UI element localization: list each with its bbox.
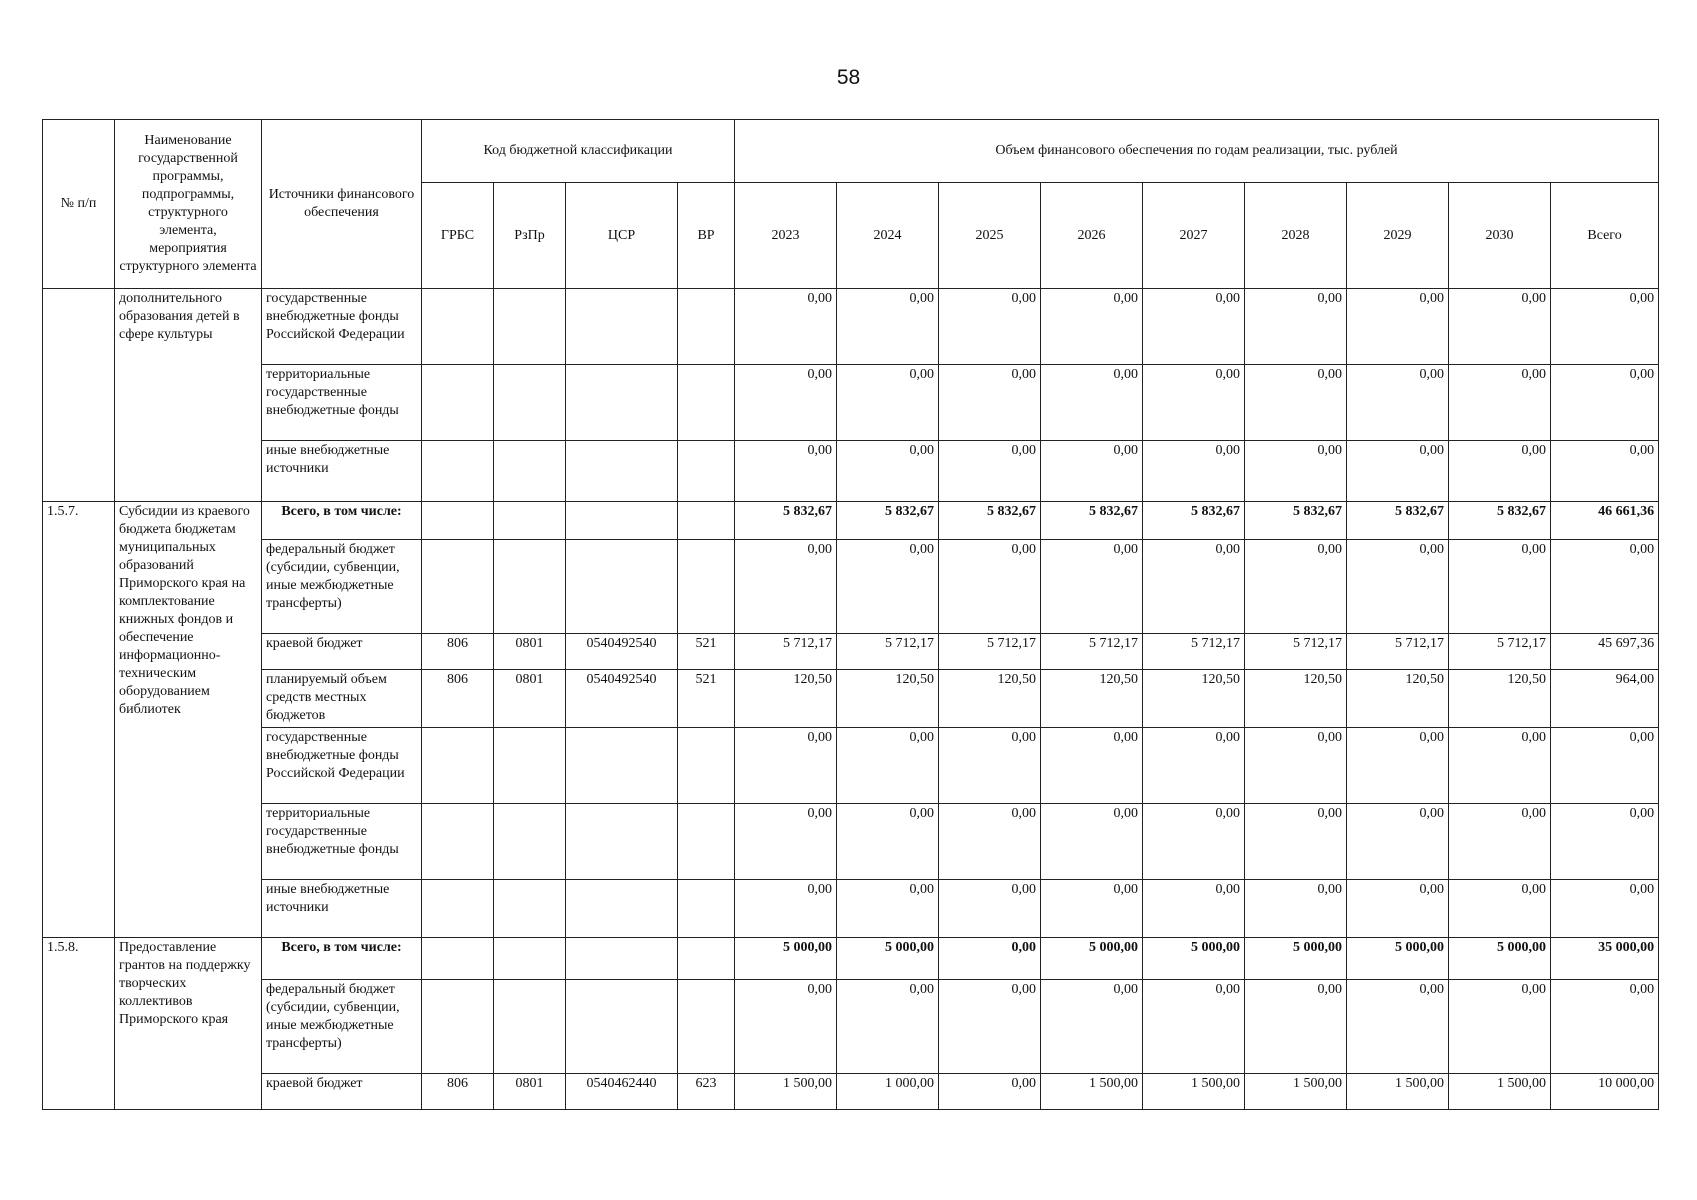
year-value-cell: 0,00 [1143,880,1245,938]
year-value-cell: 0,00 [1245,441,1347,502]
source-cell: территориальные государственные внебюджетные фонды [262,365,422,441]
header-year-2028: 2028 [1245,183,1347,289]
header-csr: ЦСР [566,183,678,289]
vr-cell: 521 [678,634,735,670]
year-value-cell: 0,00 [1041,728,1143,804]
year-value-cell: 0,00 [837,365,939,441]
year-value-cell: 0,00 [1041,980,1143,1074]
year-value-cell: 0,00 [1449,540,1551,634]
item-name: дополнительного образования детей в сфере культуры [115,289,262,502]
year-value-cell: 5 832,67 [1245,502,1347,540]
header-volume-group: Объем финансового обеспечения по годам реализации, тыс. рублей [735,120,1659,183]
table-row [43,670,1659,728]
year-value-cell: 5 832,67 [1347,502,1449,540]
year-value-cell: 0,00 [1449,441,1551,502]
year-value-cell: 0,00 [1143,289,1245,365]
vr-cell [678,540,735,634]
csr-cell [566,980,678,1074]
year-value-cell: 0,00 [1041,540,1143,634]
table-row [43,980,1659,1074]
rzpr-cell [494,980,566,1074]
year-value-cell: 1 500,00 [1245,1074,1347,1110]
vr-cell [678,880,735,938]
table-row [43,804,1659,880]
year-value-cell: 0,00 [735,728,837,804]
year-value-cell: 0,00 [1449,980,1551,1074]
year-value-cell: 0,00 [939,938,1041,980]
year-value-cell: 0,00 [1041,289,1143,365]
total-value-cell: 0,00 [1551,980,1659,1074]
year-value-cell: 0,00 [735,980,837,1074]
rzpr-cell [494,880,566,938]
vr-cell [678,365,735,441]
total-value-cell: 35 000,00 [1551,938,1659,980]
header-no: № п/п [43,120,115,289]
grbs-cell [422,938,494,980]
rzpr-cell [494,728,566,804]
table-row [43,365,1659,441]
csr-cell [566,728,678,804]
header-year-2030: 2030 [1449,183,1551,289]
table-row [43,634,1659,670]
vr-cell [678,980,735,1074]
year-value-cell: 0,00 [1245,728,1347,804]
year-value-cell: 0,00 [837,540,939,634]
year-value-cell: 0,00 [735,289,837,365]
year-value-cell: 5 712,17 [1041,634,1143,670]
grbs-cell [422,441,494,502]
year-value-cell: 0,00 [1041,365,1143,441]
csr-cell: 0540462440 [566,1074,678,1110]
year-value-cell: 5 712,17 [939,634,1041,670]
year-value-cell: 0,00 [1347,365,1449,441]
total-value-cell: 46 661,36 [1551,502,1659,540]
year-value-cell: 1 500,00 [1347,1074,1449,1110]
csr-cell [566,804,678,880]
year-value-cell: 0,00 [1347,540,1449,634]
grbs-cell: 806 [422,1074,494,1110]
source-cell: федеральный бюджет (субсидии, субвенции, иные межбюджетные трансферты) [262,540,422,634]
year-value-cell: 5 000,00 [1449,938,1551,980]
source-cell: федеральный бюджет (субсидии, субвенции, иные межбюджетные трансферты) [262,980,422,1074]
year-value-cell: 0,00 [939,441,1041,502]
year-value-cell: 5 712,17 [1245,634,1347,670]
year-value-cell: 0,00 [1449,728,1551,804]
csr-cell: 0540492540 [566,634,678,670]
rzpr-cell [494,441,566,502]
year-value-cell: 0,00 [1347,728,1449,804]
csr-cell [566,540,678,634]
header-year-2024: 2024 [837,183,939,289]
header-year-2027: 2027 [1143,183,1245,289]
total-value-cell: 10 000,00 [1551,1074,1659,1110]
year-value-cell: 5 712,17 [1449,634,1551,670]
year-value-cell: 0,00 [1245,804,1347,880]
rzpr-cell: 0801 [494,1074,566,1110]
rzpr-cell [494,540,566,634]
table-body [43,289,1659,1110]
total-value-cell: 0,00 [1551,540,1659,634]
total-value-cell: 0,00 [1551,441,1659,502]
header-code-group: Код бюджетной классификации [422,120,735,183]
year-value-cell: 120,50 [1347,670,1449,728]
year-value-cell: 0,00 [939,980,1041,1074]
csr-cell [566,365,678,441]
year-value-cell: 0,00 [735,880,837,938]
year-value-cell: 5 000,00 [1347,938,1449,980]
source-cell: иные внебюджетные источники [262,880,422,938]
year-value-cell: 0,00 [837,289,939,365]
csr-cell [566,502,678,540]
year-value-cell: 0,00 [1347,441,1449,502]
table-row-total [43,502,1659,540]
year-value-cell: 0,00 [837,728,939,804]
year-value-cell: 0,00 [735,365,837,441]
header-vr: ВР [678,183,735,289]
year-value-cell: 5 832,67 [837,502,939,540]
rzpr-cell [494,804,566,880]
year-value-cell: 0,00 [837,804,939,880]
year-value-cell: 120,50 [1143,670,1245,728]
item-number: 1.5.7. [43,502,115,938]
source-cell: краевой бюджет [262,634,422,670]
year-value-cell: 0,00 [939,365,1041,441]
csr-cell: 0540492540 [566,670,678,728]
year-value-cell: 0,00 [1347,289,1449,365]
total-value-cell: 0,00 [1551,289,1659,365]
item-number: 1.5.8. [43,938,115,1110]
year-value-cell: 0,00 [939,880,1041,938]
source-cell: государственные внебюджетные фонды Российской Федерации [262,289,422,365]
year-value-cell: 0,00 [1245,980,1347,1074]
grbs-cell [422,502,494,540]
csr-cell [566,441,678,502]
year-value-cell: 0,00 [1143,365,1245,441]
year-value-cell: 5 832,67 [1143,502,1245,540]
year-value-cell: 0,00 [735,804,837,880]
rzpr-cell [494,938,566,980]
rzpr-cell: 0801 [494,670,566,728]
item-name: Предоставление грантов на поддержку творческих коллективов Приморского края [115,938,262,1110]
year-value-cell: 5 712,17 [735,634,837,670]
budget-table [42,119,1659,1110]
rzpr-cell [494,289,566,365]
item-name: Субсидии из краевого бюджета бюджетам муниципальных образований Приморского края на комплектование книжных фондов и обеспечение информационно-техническим оборудованием библиотек [115,502,262,938]
year-value-cell: 0,00 [837,880,939,938]
year-value-cell: 120,50 [1245,670,1347,728]
year-value-cell: 0,00 [939,1074,1041,1110]
year-value-cell: 0,00 [1449,804,1551,880]
year-value-cell: 0,00 [1143,540,1245,634]
source-cell: краевой бюджет [262,1074,422,1110]
table-row [43,441,1659,502]
source-cell: иные внебюджетные источники [262,441,422,502]
year-value-cell: 1 000,00 [837,1074,939,1110]
total-value-cell: 964,00 [1551,670,1659,728]
total-value-cell: 0,00 [1551,728,1659,804]
year-value-cell: 0,00 [1245,540,1347,634]
year-value-cell: 5 832,67 [1449,502,1551,540]
table-row [43,289,1659,365]
year-value-cell: 120,50 [939,670,1041,728]
header-year-2025: 2025 [939,183,1041,289]
table-row-total [43,938,1659,980]
table-row [43,880,1659,938]
header-sources: Источники финансового обеспечения [262,120,422,289]
table-row [43,1074,1659,1110]
year-value-cell: 0,00 [939,804,1041,880]
source-cell: Всего, в том числе: [262,938,422,980]
year-value-cell: 0,00 [1143,441,1245,502]
year-value-cell: 5 832,67 [735,502,837,540]
source-cell: Всего, в том числе: [262,502,422,540]
table-row [43,728,1659,804]
year-value-cell: 1 500,00 [1041,1074,1143,1110]
vr-cell [678,938,735,980]
grbs-cell [422,880,494,938]
year-value-cell: 5 000,00 [735,938,837,980]
year-value-cell: 5 000,00 [1143,938,1245,980]
vr-cell [678,441,735,502]
total-value-cell: 0,00 [1551,880,1659,938]
vr-cell [678,804,735,880]
year-value-cell: 0,00 [1143,980,1245,1074]
grbs-cell: 806 [422,670,494,728]
total-value-cell: 0,00 [1551,365,1659,441]
year-value-cell: 5 000,00 [1245,938,1347,980]
year-value-cell: 5 712,17 [1347,634,1449,670]
vr-cell: 623 [678,1074,735,1110]
csr-cell [566,880,678,938]
header-year-2029: 2029 [1347,183,1449,289]
year-value-cell: 5 832,67 [1041,502,1143,540]
header-rzpr: РзПр [494,183,566,289]
page-number: 58 [836,66,861,89]
grbs-cell [422,289,494,365]
total-value-cell: 0,00 [1551,804,1659,880]
year-value-cell: 0,00 [1449,880,1551,938]
year-value-cell: 5 712,17 [1143,634,1245,670]
year-value-cell: 0,00 [1245,365,1347,441]
year-value-cell: 0,00 [1143,804,1245,880]
vr-cell [678,502,735,540]
year-value-cell: 120,50 [735,670,837,728]
header-year-2026: 2026 [1041,183,1143,289]
year-value-cell: 1 500,00 [735,1074,837,1110]
year-value-cell: 120,50 [1041,670,1143,728]
year-value-cell: 0,00 [939,540,1041,634]
vr-cell [678,289,735,365]
year-value-cell: 0,00 [1041,441,1143,502]
item-number [43,289,115,502]
source-cell: территориальные государственные внебюджетные фонды [262,804,422,880]
year-value-cell: 0,00 [1347,880,1449,938]
year-value-cell: 5 712,17 [837,634,939,670]
grbs-cell [422,540,494,634]
source-cell: государственные внебюджетные фонды Российской Федерации [262,728,422,804]
year-value-cell: 5 000,00 [837,938,939,980]
year-value-cell: 0,00 [837,441,939,502]
total-value-cell: 45 697,36 [1551,634,1659,670]
csr-cell [566,938,678,980]
rzpr-cell [494,502,566,540]
year-value-cell: 5 832,67 [939,502,1041,540]
vr-cell: 521 [678,670,735,728]
grbs-cell [422,804,494,880]
year-value-cell: 1 500,00 [1143,1074,1245,1110]
csr-cell [566,289,678,365]
year-value-cell: 0,00 [939,289,1041,365]
grbs-cell [422,728,494,804]
year-value-cell: 0,00 [1449,289,1551,365]
source-cell: планируемый объем средств местных бюджетов [262,670,422,728]
year-value-cell: 0,00 [1041,804,1143,880]
grbs-cell [422,980,494,1074]
year-value-cell: 120,50 [837,670,939,728]
year-value-cell: 0,00 [1347,980,1449,1074]
rzpr-cell: 0801 [494,634,566,670]
table-row [43,540,1659,634]
year-value-cell: 0,00 [1245,289,1347,365]
year-value-cell: 5 000,00 [1041,938,1143,980]
year-value-cell: 0,00 [1041,880,1143,938]
year-value-cell: 0,00 [1245,880,1347,938]
year-value-cell: 0,00 [837,980,939,1074]
year-value-cell: 0,00 [1143,728,1245,804]
header-grbs: ГРБС [422,183,494,289]
year-value-cell: 1 500,00 [1449,1074,1551,1110]
year-value-cell: 0,00 [735,540,837,634]
year-value-cell: 120,50 [1449,670,1551,728]
grbs-cell: 806 [422,634,494,670]
header-year-2023: 2023 [735,183,837,289]
year-value-cell: 0,00 [735,441,837,502]
header-total: Всего [1551,183,1659,289]
rzpr-cell [494,365,566,441]
vr-cell [678,728,735,804]
year-value-cell: 0,00 [1449,365,1551,441]
year-value-cell: 0,00 [939,728,1041,804]
grbs-cell [422,365,494,441]
year-value-cell: 0,00 [1347,804,1449,880]
header-name: Наименование государственной программы, подпрограммы, структурного элемента, мероприятия структурного элемента [115,120,262,289]
